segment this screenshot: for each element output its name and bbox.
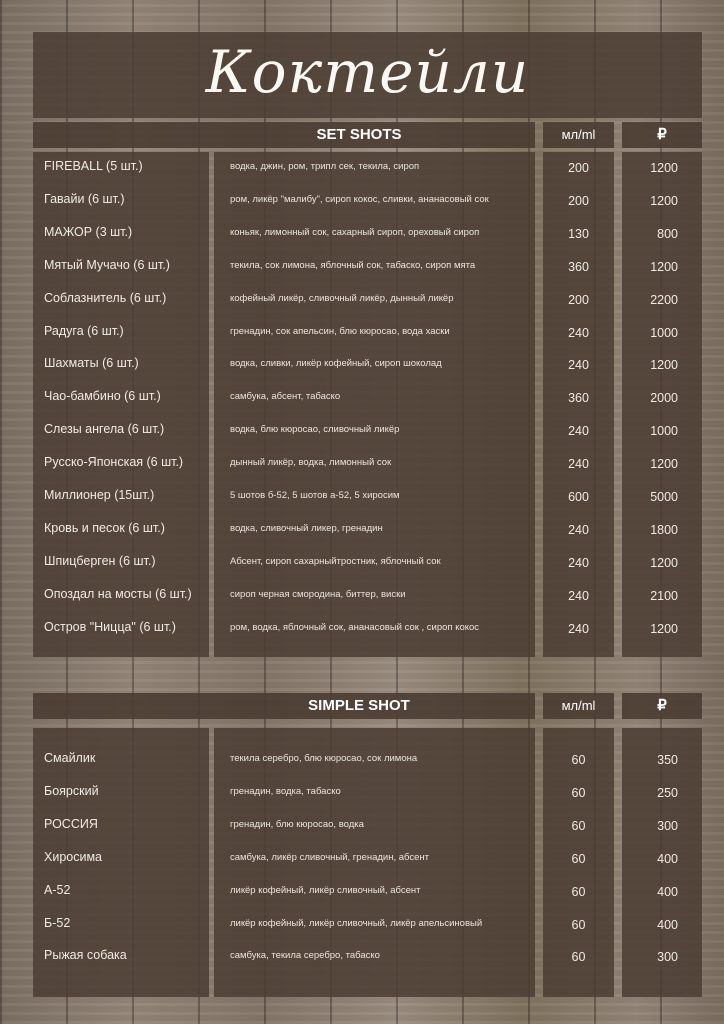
item-price: 250 — [657, 785, 678, 800]
item-ingredients: гренадин, блю кюросао, водка — [230, 818, 364, 830]
page-title: Коктейли — [205, 38, 530, 106]
menu-item-row — [0, 291, 724, 324]
item-name: РОССИЯ — [44, 816, 98, 831]
item-name: Радуга (6 шт.) — [44, 323, 124, 338]
item-price: 2100 — [650, 588, 678, 603]
menu-item-row — [0, 916, 724, 949]
menu-item-row — [0, 455, 724, 488]
menu-item-row — [0, 159, 724, 192]
menu-item-row — [0, 192, 724, 225]
section-heading: SIMPLE SHOT — [308, 697, 410, 714]
item-volume: 240 — [568, 424, 589, 439]
item-ingredients: гренадин, сок апельсин, блю кюросао, вода хаски — [230, 325, 450, 337]
item-volume: 60 — [571, 818, 586, 833]
item-name: Чао-бамбино (6 шт.) — [44, 389, 161, 404]
item-name: Шахматы (6 шт.) — [44, 356, 139, 371]
item-volume: 240 — [568, 457, 589, 472]
item-volume: 60 — [571, 917, 586, 932]
menu-item-row — [0, 422, 724, 455]
item-price: 1200 — [650, 358, 678, 373]
item-volume: 200 — [568, 292, 589, 307]
item-volume: 240 — [568, 522, 589, 537]
item-volume: 360 — [568, 259, 589, 274]
item-price: 400 — [657, 884, 678, 899]
item-price: 1200 — [650, 621, 678, 636]
item-volume: 240 — [568, 325, 589, 340]
item-name: Русско-Японская (6 шт.) — [44, 455, 184, 470]
item-ingredients: водка, сливочный ликер, гренадин — [230, 522, 383, 534]
item-name: Мятый Мучачо (6 шт.) — [44, 257, 170, 272]
item-volume: 60 — [571, 884, 586, 899]
item-ingredients: дынный ликёр, водка, лимонный сок — [230, 457, 392, 469]
menu-item-row — [0, 356, 724, 389]
item-name: Гавайи (6 шт.) — [44, 191, 125, 206]
section-heading-bar — [33, 122, 535, 148]
item-price: 1800 — [650, 522, 678, 537]
title-banner — [33, 32, 702, 118]
item-price: 300 — [657, 950, 678, 965]
item-price: 800 — [657, 226, 678, 241]
item-price: 1200 — [650, 259, 678, 274]
item-ingredients: водка, джин, ром, трипл сек, текила, сироп — [230, 161, 420, 172]
menu-item-row — [0, 258, 724, 291]
item-name: МАЖОР (3 шт.) — [44, 224, 133, 239]
item-ingredients: самбука, ликёр сливочный, гренадин, абсент — [230, 851, 429, 863]
item-name: Смайлик — [44, 751, 96, 765]
item-volume: 240 — [568, 555, 589, 570]
ml-header: мл/ml — [561, 698, 596, 713]
item-price: 1000 — [650, 424, 678, 439]
menu-item-row — [0, 324, 724, 357]
menu-item-row — [0, 389, 724, 422]
menu-item-row — [0, 554, 724, 587]
item-name: Боярский — [44, 783, 99, 798]
item-ingredients: текила серебро, блю кюросао, сок лимона — [230, 753, 418, 764]
item-price: 400 — [657, 851, 678, 866]
item-price: 1200 — [650, 193, 678, 208]
menu-item-row — [0, 751, 724, 784]
item-price: 1200 — [650, 457, 678, 472]
item-volume: 240 — [568, 621, 589, 636]
item-name: Шпицберген (6 шт.) — [44, 553, 156, 568]
ml-header: мл/ml — [561, 127, 596, 142]
item-ingredients: ликёр кофейный, ликёр сливочный, ликёр апельсиновый — [230, 917, 483, 929]
price-header: ₽ — [657, 126, 667, 143]
ml-header-bar — [543, 693, 614, 719]
item-price: 5000 — [650, 490, 678, 504]
item-ingredients: текила, сок лимона, яблочный сок, табаско, сироп мята — [230, 259, 476, 271]
menu-item-row — [0, 521, 724, 554]
item-volume: 60 — [571, 950, 586, 965]
item-name: Слезы ангела (6 шт.) — [44, 422, 165, 437]
item-price: 2000 — [650, 391, 678, 406]
item-ingredients: сироп черная смородина, биттер, виски — [230, 588, 406, 600]
item-ingredients: кофейный ликёр, сливочный ликёр, дынный ликёр — [230, 292, 454, 304]
item-volume: 200 — [568, 193, 589, 208]
menu-item-row — [0, 948, 724, 981]
menu-item-row — [0, 587, 724, 620]
ml-header-bar — [543, 122, 614, 148]
item-price: 1200 — [650, 555, 678, 570]
item-name: FIREBALL (5 шт.) — [44, 159, 143, 173]
item-name: Опоздал на мосты (6 шт.) — [44, 586, 192, 601]
menu-item-row — [0, 620, 724, 653]
price-header-bar — [622, 122, 702, 148]
item-name: Миллионер (15шт.) — [44, 488, 155, 502]
price-header-bar — [622, 693, 702, 719]
item-price: 350 — [657, 753, 678, 767]
menu-item-row — [0, 883, 724, 916]
item-volume: 240 — [568, 358, 589, 373]
item-ingredients: самбука, текила серебро, табаско — [230, 950, 380, 962]
item-price: 1200 — [650, 161, 678, 175]
item-ingredients: Абсент, сироп сахарныйтростник, яблочный сок — [230, 555, 441, 567]
item-price: 300 — [657, 818, 678, 833]
item-ingredients: коньяк, лимонный сок, сахарный сироп, ореховый сироп — [230, 226, 480, 238]
item-name: Рыжая собака — [44, 948, 127, 963]
item-ingredients: гренадин, водка, табаско — [230, 785, 341, 797]
item-name: Соблазнитель (6 шт.) — [44, 290, 167, 305]
item-volume: 130 — [568, 226, 589, 241]
item-volume: 240 — [568, 588, 589, 603]
menu-item-row — [0, 850, 724, 883]
item-volume: 60 — [571, 851, 586, 866]
price-header: ₽ — [657, 697, 667, 714]
item-volume: 200 — [568, 161, 589, 175]
item-volume: 60 — [571, 753, 586, 767]
section-heading-bar — [33, 693, 535, 719]
item-ingredients: самбука, абсент, табаско — [230, 391, 341, 403]
item-name: Остров "Ницца" (6 шт.) — [44, 619, 176, 634]
menu-item-row — [0, 488, 724, 521]
item-volume: 600 — [568, 490, 589, 504]
menu-item-row — [0, 225, 724, 258]
section-heading: SET SHOTS — [316, 126, 402, 143]
item-name: Кровь и песок (6 шт.) — [44, 520, 165, 535]
item-volume: 60 — [571, 785, 586, 800]
item-name: Б-52 — [44, 915, 71, 930]
menu-item-row — [0, 784, 724, 817]
item-ingredients: водка, сливки, ликёр кофейный, сироп шоколад — [230, 358, 442, 370]
item-ingredients: ром, водка, яблочный сок, ананасовый сок , сироп кокос — [230, 621, 480, 633]
item-ingredients: водка, блю кюросао, сливочный ликёр — [230, 424, 400, 436]
item-price: 2200 — [650, 292, 678, 307]
menu-item-row — [0, 817, 724, 850]
item-name: А-52 — [44, 882, 71, 897]
item-ingredients: ром, ликёр "малибу", сироп кокос, сливки, ананасовый сок — [230, 193, 489, 205]
item-price: 400 — [657, 917, 678, 932]
item-name: Хиросима — [44, 849, 103, 864]
item-volume: 360 — [568, 391, 589, 406]
item-ingredients: ликёр кофейный, ликёр сливочный, абсент — [230, 884, 421, 896]
item-price: 1000 — [650, 325, 678, 340]
item-ingredients: 5 шотов б-52, 5 шотов а-52, 5 хиросим — [230, 490, 400, 501]
